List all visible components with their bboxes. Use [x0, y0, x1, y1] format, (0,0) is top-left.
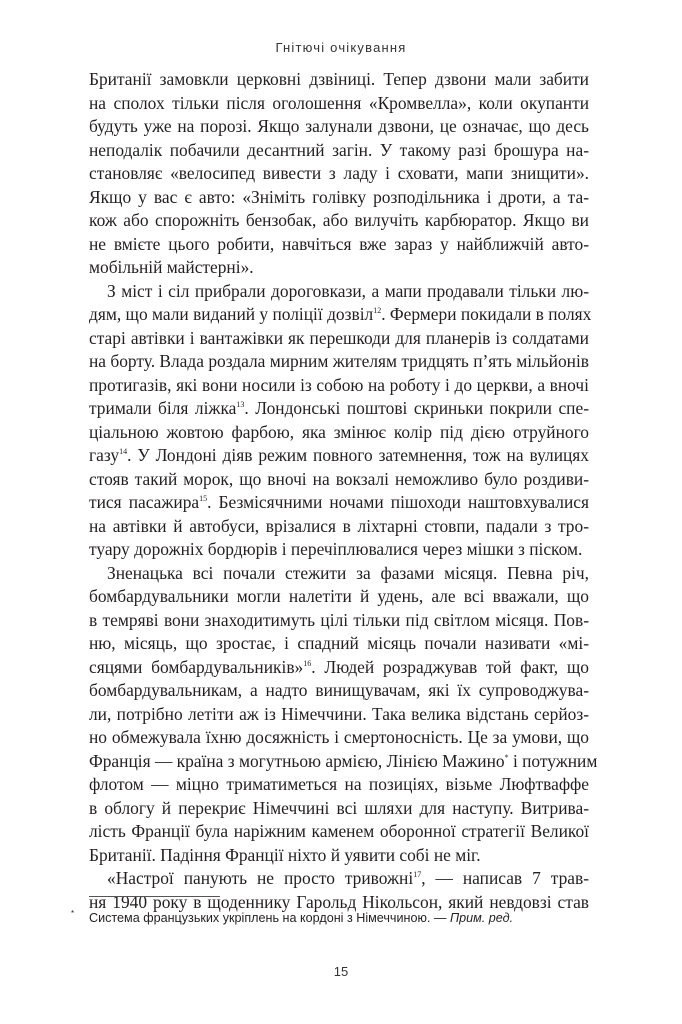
- text-line: [89, 562, 589, 586]
- text-line: [89, 632, 589, 656]
- running-header: Гнітючі очікування: [275, 40, 407, 55]
- text-line: [89, 68, 589, 92]
- text-line: [89, 209, 589, 233]
- line-text: лість Франції була наріжним каменем оборонної стратегії Великої: [89, 821, 589, 841]
- text-line: [89, 327, 589, 351]
- line-text: кож або спорожніть бензобак, або вилучіть карбюратор. Якщо ви: [89, 210, 589, 230]
- line-text: газу: [89, 445, 120, 465]
- text-line: [89, 656, 589, 680]
- footnote-editor-note: Прим. ред.: [450, 911, 514, 925]
- footnote-reference: 14: [119, 447, 128, 456]
- line-text: туару дорожніх бордюрів і перечіплювалися через мішки з піском.: [89, 539, 583, 559]
- footnote-reference: *: [504, 752, 509, 762]
- line-text: бомбардувальники могли налетіти й удень, але всі вважали, що: [89, 586, 589, 606]
- line-text-continued: . Лондонські поштові скриньки покрили спе-: [244, 398, 589, 418]
- body-text: [89, 68, 598, 914]
- line-text: ціальною жовтою фарбою, яка змінює колір під дією отруйного: [89, 421, 589, 442]
- line-text: не вмієте цього робити, навчіться вже зараз у найближчій авто-: [89, 233, 589, 254]
- text-line: [89, 350, 589, 374]
- text-line: [89, 233, 589, 257]
- text-line: [89, 773, 589, 797]
- text-line: [89, 280, 589, 304]
- line-text: бомбардувальникам, а надто винищувачам, які їх супроводжува-: [89, 680, 589, 700]
- text-line: [89, 844, 589, 868]
- text-line: [89, 867, 589, 891]
- line-text: тримали біля ліжка: [89, 398, 237, 418]
- text-line: [89, 797, 589, 821]
- page-number: 15: [333, 964, 349, 979]
- line-text: в облогу й перекриє Німеччині всі шляхи для наступу. Витрива-: [89, 797, 589, 818]
- footnote-reference: 15: [199, 494, 208, 503]
- line-text: но обмежувала їхню досяжність і смертоносність. Це за умови, що: [89, 727, 589, 747]
- line-text: на автівки й автобуси, врізалися в ліхтарні стовпи, падали з тро-: [89, 515, 589, 536]
- footnote: [71, 910, 591, 926]
- line-text: «Настрої панують не просто тривожні: [107, 868, 414, 888]
- footnote-reference: 17: [413, 870, 422, 879]
- text-line: [89, 374, 589, 398]
- text-line: [89, 750, 598, 774]
- text-line: [89, 397, 589, 421]
- line-text: стояв такий морок, що вночі на вокзалі неможливо було роздиви-: [89, 468, 589, 489]
- footnote-text-wrap: [89, 911, 513, 925]
- text-line: [89, 820, 589, 844]
- text-line: [89, 421, 589, 445]
- line-text-continued: . У Лондоні діяв режим повного затемнення, тож на вулицях: [127, 445, 589, 465]
- text-line: [89, 726, 589, 750]
- line-text: ли, потрібно летіти аж із Німеччини. Така велика відстань серйоз-: [89, 703, 589, 724]
- line-text: будуть уже на порозі. Якщо залунали дзвони, це означає, що десь: [89, 116, 589, 136]
- line-text: сяцями бомбардувальників»: [89, 656, 304, 677]
- text-line: [89, 444, 589, 468]
- line-text-continued: і потужним: [508, 750, 598, 771]
- line-text: становляє «велосипед вивести з ладу і сховати, мапи знищити».: [89, 163, 589, 183]
- line-text: в темряві вони знаходитимуть цілі тільки під світлом місяця. Пов-: [89, 609, 589, 630]
- text-line: [89, 491, 589, 515]
- line-text: дям, що мали виданий у поліції дозвіл: [89, 304, 374, 324]
- text-line: [89, 139, 589, 163]
- line-text: Зненацька всі почали стежити за фазами місяця. Певна річ,: [107, 562, 589, 583]
- text-line: [89, 538, 589, 562]
- line-text: старі автівки і вантажівки як перешкоди для планерів із солдатами: [89, 327, 589, 348]
- line-text: ню, місяць, що зростає, і спадний місяць почали називати «мі-: [89, 633, 589, 653]
- line-text-continued: . Людей розраджував той факт, що: [311, 656, 589, 677]
- text-line: [89, 703, 589, 727]
- line-text-continued: . Фермери покидали в полях: [381, 304, 592, 324]
- line-text: З міст і сіл прибрали дороговкази, а мапи продавали тільки лю-: [107, 280, 589, 301]
- line-text: Британії замовкли церковні дзвіниці. Тепер дзвони мали забити: [89, 69, 589, 89]
- line-text: флотом — міцно триматиметься на позиціях, візьме Люфтваффе: [89, 774, 589, 794]
- text-line: [89, 115, 589, 139]
- line-text: Британії. Падіння Франції ніхто й уявити собі не міг.: [89, 844, 481, 865]
- line-text: на борту. Влада роздала мирним жителям тридцять п’ять мільйонів: [89, 351, 589, 371]
- line-text: на сполох тільки після оголошення «Кромвелла», коли окупанти: [89, 92, 589, 113]
- line-text-continued: , — написав 7 трав-: [421, 868, 589, 888]
- text-line: [89, 585, 589, 609]
- text-line: [89, 679, 589, 703]
- text-line: [89, 515, 589, 539]
- footnote-reference: 12: [373, 306, 382, 315]
- line-text: неподалік побачили десантний загін. У такому разі брошура на-: [89, 139, 589, 160]
- line-text: тися пасажира: [89, 492, 200, 512]
- footnote-divider: [89, 896, 220, 897]
- footnote-reference: 16: [303, 658, 312, 668]
- text-line: [89, 162, 589, 186]
- footnote-marker: *: [71, 909, 75, 918]
- text-line: [89, 303, 592, 327]
- line-text: Франція — країна з могутньою армією, Лінією Мажино: [89, 750, 505, 771]
- text-line: [89, 256, 589, 280]
- text-line: [89, 609, 589, 633]
- line-text: протигазів, які вони носили із собою на роботу і до церкви, а вночі: [89, 374, 589, 395]
- text-line: [89, 92, 589, 116]
- line-text: Якщо у вас є авто: «Зніміть голівку розподільника і дроти, а та-: [89, 186, 589, 207]
- line-text-continued: . Безмісячними ночами пішоходи наштовхувалися: [207, 492, 589, 512]
- text-line: [89, 186, 589, 210]
- footnote-reference: 13: [236, 400, 245, 409]
- footnote-text: Система французьких укріплень на кордоні з Німеччиною. —: [89, 911, 451, 925]
- line-text: мобільній майстерні».: [89, 257, 254, 277]
- line-text: ня 1940 року в щоденнику Гарольд Нікольсон, який невдовзі став: [89, 891, 589, 912]
- text-line: [89, 468, 589, 492]
